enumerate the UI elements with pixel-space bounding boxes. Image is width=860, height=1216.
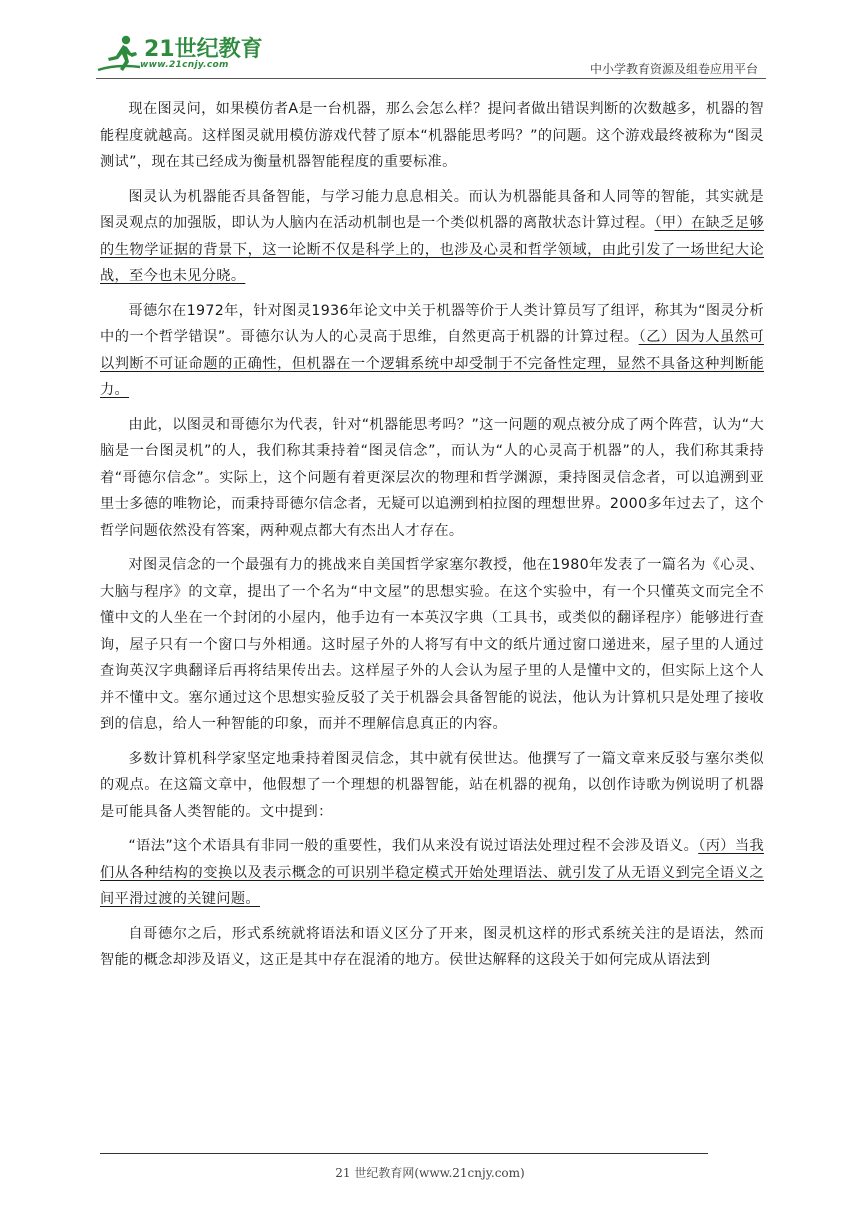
site-logo[interactable] (96, 30, 266, 76)
paragraph-2 (100, 184, 764, 290)
paragraph-4 (100, 412, 764, 545)
logo-title: 21世纪教育 (144, 37, 263, 62)
underlined-sentence-bing: （丙）当我们从各种结构的变换以及表示概念的可识别半稳定模式开始处理语法、就引发了从无语义到完全语义之间平滑过渡的关键问题。 (100, 838, 765, 907)
footer-divider (100, 1153, 708, 1154)
paragraph-text: 现在图灵问，如果模仿者A是一台机器，那么会怎么样？提问者做出错误判断的次数越多，机器的智能程度就越高。这样图灵就用模仿游戏代替了原本“机器能思考吗？”的问题。这个游戏最终被称为“图灵测试”，现在其已经成为衡量机器智能程度的重要标准。 (100, 101, 764, 170)
logo-url: www.21cnjy.com (140, 60, 229, 70)
runner-logo-icon (96, 34, 142, 74)
paragraph-8 (100, 921, 764, 974)
paragraph-text: 自哥德尔之后，形式系统就将语法和语义区分了开来，图灵机这样的形式系统关注的是语法，然而智能的概念却涉及语义，这正是其中存在混淆的地方。侯世达解释的这段关于如何完成从语法到 (100, 925, 764, 968)
paragraph-1 (100, 96, 764, 176)
paragraph-text: 哥德尔在1972年，针对图灵1936年论文中关于机器等价于人类计算员写了组评，称其为“图灵分析中的一个哲学错误”。哥德尔认为人的心灵高于思维，自然更高于机器的计算过程。 (100, 302, 764, 345)
paragraph-5 (100, 552, 764, 738)
article-body (100, 96, 764, 982)
paragraph-6 (100, 746, 764, 826)
underlined-sentence-jia: （甲）在缺乏足够的生物学证据的背景下，这一论断不仅是科学上的，也涉及心灵和哲学领域，由此引发了一场世纪大论战，至今也未见分晓。 (100, 215, 764, 284)
paragraph-7 (100, 833, 764, 913)
paragraph-text: 图灵认为机器能否具备智能，与学习能力息息相关。而认为机器能具备和人同等的智能，其实就是图灵观点的加强版，即认为人脑内在活动机制也是一个类似机器的离散状态计算过程。 (100, 188, 764, 231)
paragraph-3 (100, 298, 764, 404)
page-footer: 21 世纪教育网(www.21cnjy.com) (335, 1166, 525, 1180)
paragraph-text: “语法”这个术语具有非同一般的重要性，我们从来没有说过语法处理过程不会涉及语义。 (128, 838, 699, 854)
page-header (96, 30, 766, 80)
paragraph-text: 多数计算机科学家坚定地秉持着图灵信念，其中就有侯世达。他撰写了一篇文章来反驳与塞尔类似的观点。在这篇文章中，他假想了一个理想的机器智能，站在机器的视角，以创作诗歌为例说明了机器是可能具备人类智能的。文中提到： (100, 750, 764, 820)
underlined-sentence-yi: （乙）因为人虽然可以判断不可证命题的正确性，但机器在一个逻辑系统中却受制于不完备性定理，显然不具备这种判断能力。 (100, 329, 764, 398)
paragraph-text: 对图灵信念的一个最强有力的挑战来自美国哲学家塞尔教授，他在1980年发表了一篇名为《心灵、大脑与程序》的文章，提出了一个名为“中文屋”的思想实验。在这个实验中，有一个只懂英文而完全不懂中文的人坐在一个封闭的小屋内，他手边有一本英汉字典（工具书，或类似的翻译程序）能够进行查询，屋子只有一个窗口与外相通。这时屋子外的人将写有中文的纸片通过窗口递进来，屋子里的人通过查询英汉字典翻译后再将结果传出去。这样屋子外的人会认为屋子里的人是懂中文的，但实际上这个人并不懂中文。塞尔通过这个思想实验反驳了关于机器会具备智能的说法，他认为计算机只是处理了接收到的信息，给人一种智能的印象，而并不理解信息真正的内容。 (100, 557, 764, 732)
paragraph-text: 由此，以图灵和哥德尔为代表，针对“机器能思考吗？”这一问题的观点被分成了两个阵营，认为“大脑是一台图灵机”的人，我们称其秉持着“图灵信念”，而认为“人的心灵高于机器”的人，我们称其秉持着“哥德尔信念”。实际上，这个问题有着更深层次的物理和哲学渊源，秉持图灵信念者，可以追溯到亚里士多德的唯物论，而秉持哥德尔信念者，无疑可以追溯到柏拉图的理想世界。2000多年过去了，这个哲学问题依然没有答案，两种观点都大有杰出人才存在。 (100, 416, 765, 539)
header-divider (96, 78, 766, 79)
platform-name: 中小学教育资源及组卷应用平台 (589, 62, 758, 76)
